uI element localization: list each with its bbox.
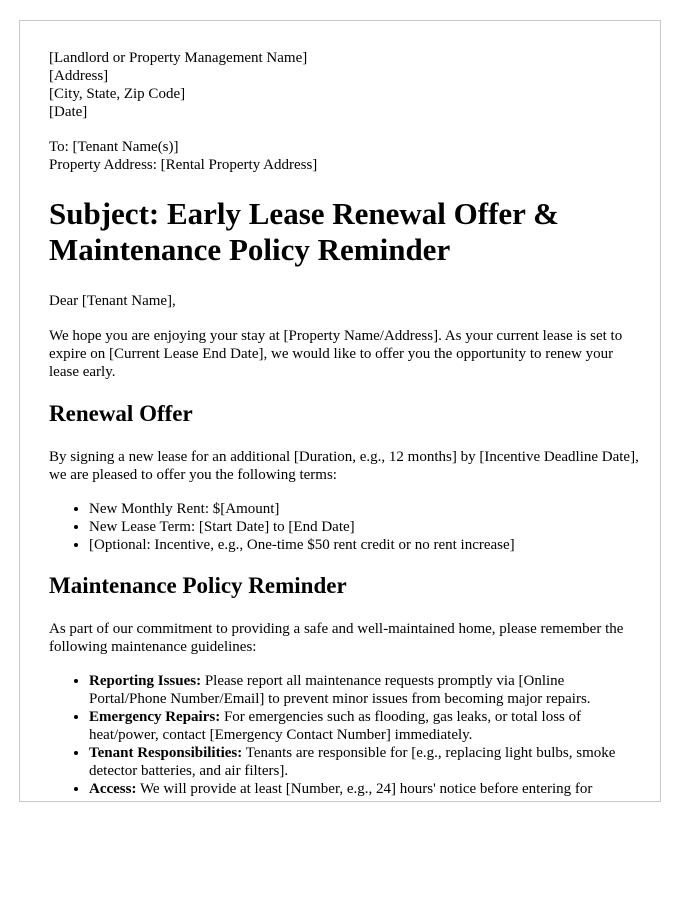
list-item [89, 708, 639, 744]
list-item: • [Optional: Incentive, e.g., One-time $50 rent credit or no rent increase] [89, 536, 639, 554]
recipient-to: To: [Tenant Name(s)] [49, 139, 179, 155]
renewal-heading: Renewal Offer [49, 401, 193, 426]
sender-block [49, 49, 639, 121]
salutation: Dear [Tenant Name], [49, 293, 176, 309]
intro-paragraph: We hope you are enjoying your stay at [Property Name/Address]. As your current lease is set to expire on [Current Lease End Date], we would like to offer you the opportunity to renew your lease early. [49, 328, 623, 380]
maintenance-heading: Maintenance Policy Reminder [49, 573, 347, 598]
item-label: Emergency Repairs: [89, 709, 221, 725]
item-label: Reporting Issues: [89, 673, 202, 689]
sender-name: [Landlord or Property Management Name] [49, 50, 308, 66]
item-text: Please report all maintenance requests promptly via [Online Portal/Phone Number/Email] to prevent minor issues from becoming major repairs. [89, 673, 591, 707]
letter-page [19, 20, 661, 802]
item-label: Access: [89, 781, 137, 797]
renewal-paragraph: By signing a new lease for an additional [Duration, e.g., 12 months] by [Incentive Deadline Date], we are pleased to offer you the following terms: [49, 449, 639, 483]
sender-address: [Address] [49, 68, 109, 84]
renewal-list [49, 500, 639, 554]
item-label: Tenant Responsibilities: [89, 745, 243, 761]
item-text: For emergencies such as flooding, gas leaks, or total loss of heat/power, contact [Emergency Contact Number] immediately. [89, 709, 582, 743]
list-item [89, 672, 639, 708]
letter-date: [Date] [49, 104, 88, 120]
list-item [89, 780, 639, 798]
letter-content [49, 49, 639, 798]
item-text: Tenants are responsible for [e.g., replacing light bulbs, smoke detector batteries, and air filters]. [89, 745, 616, 779]
list-item: • New Lease Term: [Start Date] to [End Date] [89, 518, 639, 536]
recipient-block [49, 138, 639, 174]
sender-city: [City, State, Zip Code] [49, 86, 186, 102]
item-text: We will provide at least [Number, e.g., 24] hours' notice before entering for [136, 781, 593, 797]
list-item [89, 744, 639, 780]
subject-heading: Subject: Early Lease Renewal Offer & Maintenance Policy Reminder [49, 196, 559, 267]
maintenance-list [49, 672, 639, 798]
recipient-property: Property Address: [Rental Property Address] [49, 157, 318, 173]
list-item: • New Monthly Rent: $[Amount] [89, 500, 639, 518]
maintenance-paragraph: As part of our commitment to providing a safe and well-maintained home, please remember the following maintenance guidelines: [49, 621, 624, 655]
